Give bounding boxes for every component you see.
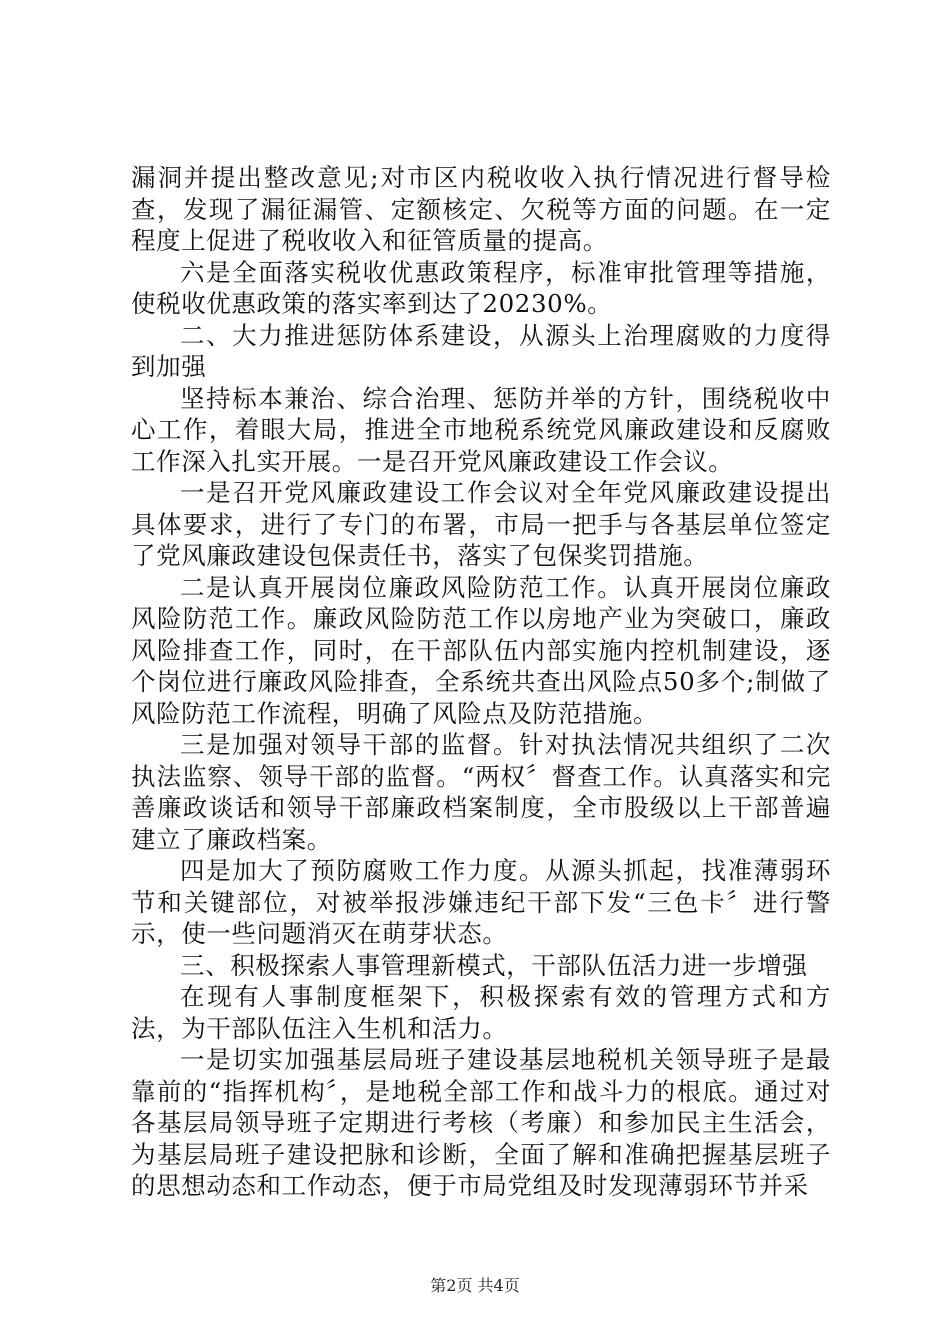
paragraph-continuation: 漏洞并提出整改意见;对市区内税收收入执行情况进行督导检查，发现了漏征漏管、定额核定、欠税等方面的问题。在一定程度上促进了税收收入和征管质量的提高。 [131,163,831,255]
paragraph-anticorruption-intro: 坚持标本兼治、综合治理、惩防并举的方针，围绕税收中心工作，着眼大局，推进全市地税系统党风廉政建设和反腐败工作深入扎实开展。一是召开党风廉政建设工作会议。 [131,383,831,476]
section-heading-2: 二、大力推进惩防体系建设，从源头上治理腐败的力度得到加强 [131,320,831,381]
paragraph-item-1: 一是召开党风廉政建设工作会议对全年党风廉政建设提出具体要求，进行了专门的布署，市局一把手与各基层单位签定了党风廉政建设包保责任书，落实了包保奖罚措施。 [131,478,831,570]
document-body [131,162,831,1202]
paragraph-personnel-intro: 在现有人事制度框架下，积极探索有效的管理方式和方法，为干部队伍注入生机和活力。 [131,982,831,1043]
paragraph-item-2: 二是认真开展岗位廉政风险防范工作。认真开展岗位廉政风险防范工作。廉政风险防范工作以房地产业为突破口，廉政风险排查工作，同时，在干部队伍内部实施内控机制建设，逐个岗位进行廉政风险排查，全系统共查出风险点50多个;制做了风险防范工作流程，明确了风险点及防范措施。 [131,572,831,728]
section-heading-3: 三、积极探索人事管理新模式，干部队伍活力进一步增强 [180,950,808,980]
paragraph-item-3: 三是加强对领导干部的监督。针对执法情况共组织了二次执法监察、领导干部的监督。“两权〞督查工作。认真落实和完善廉政谈话和领导干部廉政档案制度，全市股级以上干部普遍建立了廉政档案。 [131,730,831,854]
paragraph-tax-incentive: 六是全面落实税收优惠政策程序，标准审批管理等措施，使税收优惠政策的落实率到达了20230%。 [131,257,831,318]
page-number-footer: 第2页 共4页 [430,1276,520,1295]
paragraph-item-4: 四是加大了预防腐败工作力度。从源头抓起，找准薄弱环节和关键部位，对被举报涉嫌违纪干部下发“三色卡〞进行警示，使一些问题消灭在萌芽状态。 [131,856,831,948]
paragraph-personnel-item-1: 一是切实加强基层局班子建设基层地税机关领导班子是最靠前的“指挥机构〞，是地税全部工作和战斗力的根底。通过对各基层局领导班子定期进行考核（考廉）和参加民主生活会，为基层局班子建设把脉和诊断，全面了解和准确把握基层班子的思想动态和工作动态，便于市局党组及时发现薄弱环节并采 [131,1045,831,1200]
